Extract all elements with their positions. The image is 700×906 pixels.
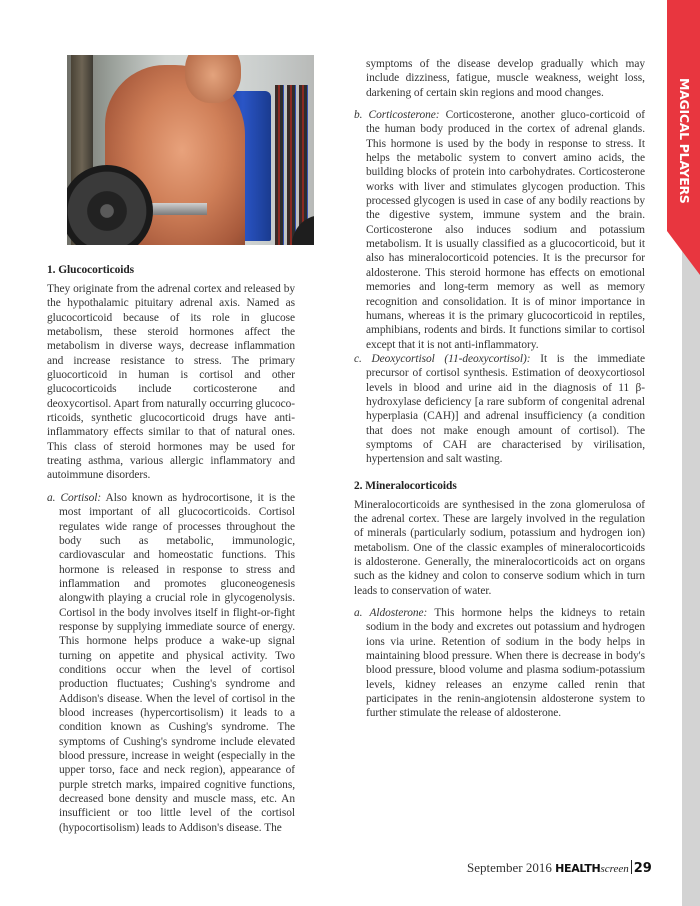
item-label: a. Aldosterone: (354, 607, 428, 620)
page-footer (467, 858, 657, 878)
glucocorticoids-intro: They originate from the adrenal cortex and released by the hypothalamic pituitary adrenal axis. Named as glucocorticoid because of its role in glucose metabolism, these steroid hormones affect the metabolism in diverse ways, decrease inflammation and increase resistance to stress. The primary gluocorticoid in human is cortisol and other glucocorticoids include corticosterone and deoxycortisol. Apart from naturally occurring glucoco-rticoids, synthetic glucocorticoid drugs have anti-inflammatory effects similar to that of natural ones. This class of steroid hormones may be used for treating asthma, various allergic inflammatory and autoimmune disorders. (47, 283, 295, 482)
footer-date: September 2016 (467, 860, 552, 875)
item-text: Also known as hydrocortisone, it is the most important of all glucocorticoids. Cortisol regulates wide range of processes throughout the body such as metabolic, immunologic, cardiovascular and homeostatic functions. This hormone is released in response to stress and inflammation and promotes gluconeogenesis alongwith playing a crucial role in glycogenolysis. Cortisol in the body involves itself in flight-or-fight response by supplying immediate source of energy. This hormone helps produce a wake-up signal turning on appetite and physical activity. Two conditions occur when the level of cortisol production fluctuates; Cushing's syndrome and Addison's disease. When the level of cortisol in the blood increases (hypercortisolism) it leads to a condition known as Cushing's syndrome. The symptoms of Cushing's syndrome include elevated blood pressure, increase in weight (especially in the upper torso, face and neck region), appearance of purple stretch marks, impaired cognitive functions, decreased bone density and muscle mass, etc. An insufficient or too little level of the cortisol (hypocortisolism) leads to Addison's disease. The (59, 491, 295, 834)
section-heading-glucocorticoids: 1. Glucocorticoids (47, 264, 135, 276)
cortisol-continued: symptoms of the disease develop gradually which may include dizziness, fatigue, muscle weakness, weight loss, darkening of certain skin regions and mood changes. (366, 58, 645, 99)
footer-divider (631, 860, 632, 874)
article-photo (67, 55, 314, 245)
section-banner-label: MAGICAL PLAYERS (677, 78, 692, 204)
item-label: c. Deoxycortisol (11-deoxycortisol): (354, 352, 531, 365)
list-item-cortisol (47, 491, 295, 835)
list-item-aldosterone (354, 606, 645, 721)
section-heading-mineralocorticoids: 2. Mineralocorticoids (354, 479, 457, 492)
page-number: 29 (633, 861, 652, 876)
left-column (47, 263, 295, 843)
footer-brand-italic: screen (600, 863, 629, 875)
page-edge-strip (682, 235, 700, 906)
footer-brand-bold: HEALTH (555, 862, 601, 875)
item-text: Corticosterone, another gluco-corticoid of the human body produced in the cortex of adrenal glands. This hormone is used by the body in response to stress. It helps the metabolic system to convert amino acids, the building blocks of protein into carbohydrates. Corticosterone works with liver and stimulates glycogen production. This processed glycogen is used in case of any bodily reactions by the digestive system, immune system and the brain. Corticosterone also induces sodium and potassium metabolism. It is usually classified as a glucocorticoid, but it also has mineralocorticoid potencies. It is the precursor for aldosterone. This steroid hormone has effects on emotional memories and long-term memory as well as memory recognition and consolidation. It is of minor importance in humans, whereas it is the primary glucocorticoid in reptiles, amphibians, rodents and birds. It functions similar to cortisol except that it is not anti-inflammatory. (366, 109, 645, 351)
photo-head (185, 55, 241, 103)
item-label: b. Corticosterone: (354, 109, 440, 122)
list-item-corticosterone (354, 108, 645, 352)
list-item-deoxycortisol (354, 352, 645, 467)
mineralocorticoids-intro: Mineralocorticoids are synthesised in the zona glomerulosa of the adrenal cortex. These are largely involved in the regulation of minerals (particularly sodium, potassium and hydrogen ion) metabolism. One of the classic examples of mineralocorticoids is aldosterone. Generally, the mineralocorticoids act on organs such as the kidney and colon to conserve sodium which in turn leads to conservation of water. (354, 498, 645, 597)
right-column (354, 57, 645, 827)
item-text: This hormone helps the kidneys to retain sodium in the body and excretes out potassium and hydrogen ions via urine. Retention of sodium in the body helps in maintaining blood pressure. When there is decrease in body's blood pressure, blood volume and plasma sodium-potassium levels, kidney releases an enzyme called renin that participates in the renin-angiotensin aldosterone system to further stimulate the release of aldosterone. (366, 607, 645, 720)
item-label: a. Cortisol: (47, 491, 102, 504)
item-text: It is the immediate precursor of cortisol synthesis. Estimation of deoxycortiosol levels in blood and urine aid in the diagnosis of 11 β-hydroxylase deficiency [a rare subform of congenital adrenal hyperplasia (CAH)] and adrenal insufficiency (a condition that does not make enough amount of cortisol). The symptoms of CAH are characterised by virilisation, hypertension and salt wasting. (366, 352, 645, 466)
